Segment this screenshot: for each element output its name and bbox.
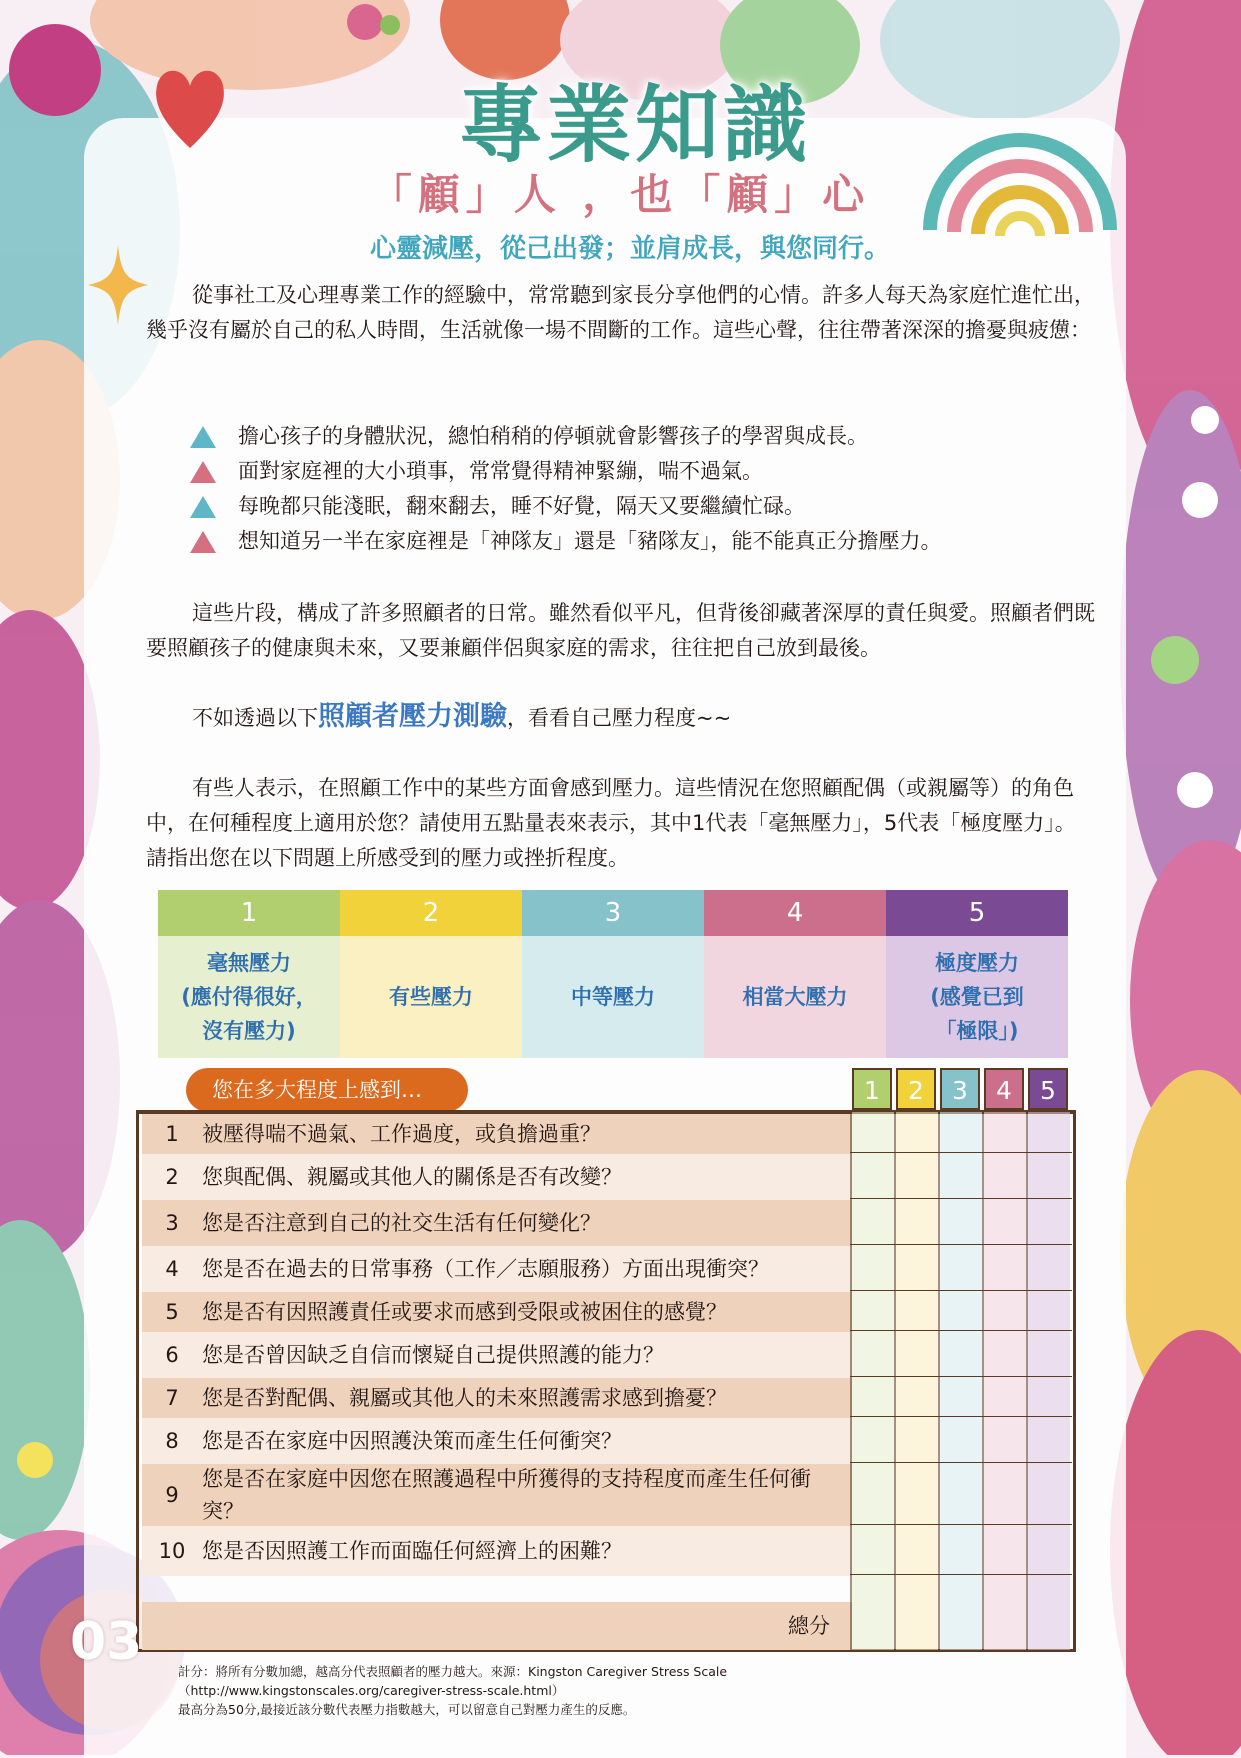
grid-line — [850, 1330, 1072, 1331]
question-number: 10 — [158, 1539, 186, 1563]
answer-column-2[interactable] — [894, 1112, 938, 1650]
question-row — [142, 1418, 852, 1464]
triangle-bullet-icon — [190, 461, 216, 483]
heart-icon — [150, 60, 230, 155]
scale-level-2: 2 — [340, 890, 522, 936]
question-text: 您是否在過去的日常事務（工作／志願服務）方面出現衝突？ — [202, 1257, 769, 1281]
question-text: 您是否注意到自己的社交生活有任何變化？ — [202, 1211, 601, 1235]
grid-line — [850, 1152, 1072, 1153]
grid-line — [850, 1376, 1072, 1377]
grid-line — [850, 1198, 1072, 1199]
triangle-bullet-icon — [190, 496, 216, 518]
answer-column-3[interactable] — [938, 1112, 982, 1650]
scale-level-1: 1 — [158, 890, 340, 936]
rating-scale-table — [158, 890, 1068, 1058]
grid-header-1: 1 — [852, 1068, 892, 1110]
footnote: 計分：將所有分數加總，越高分代表照顧者的壓力越大。來源：Kingston Caregiver Stress Scale （http://www.kingstonscales.org/caregiver-stress-scale.html） 最高分為50分,最接近該分數代表壓力指數越大，可以留意自己對壓力產生的反應。 — [178, 1664, 728, 1717]
question-number: 2 — [165, 1165, 179, 1189]
grid-line — [850, 1462, 1072, 1463]
scale-description-5: 極度壓力 (感覺已到 「極限」) — [886, 936, 1068, 1058]
answer-grid — [850, 1068, 1072, 1652]
question-number: 1 — [165, 1122, 179, 1146]
total-label: 總分 — [142, 1602, 852, 1650]
question-row — [142, 1114, 852, 1154]
scale-description-4: 相當大壓力 — [704, 936, 886, 1058]
question-number: 7 — [165, 1386, 179, 1410]
grid-line — [850, 1574, 1072, 1575]
question-header: 您在多大程度上感到… — [186, 1068, 468, 1112]
question-text: 您是否在家庭中因照護決策而產生任何衝突？ — [202, 1429, 622, 1453]
instructions-paragraph: 有些人表示，在照顧工作中的某些方面會感到壓力。這些情況在您照顧配偶（或親屬等）的角色中，在何種程度上適用於您？請使用五點量表來表示，其中1代表「毫無壓力」，5代表「極度壓力」。請指出您在以下問題上所感受到的壓力或挫折程度。 — [146, 776, 1076, 870]
answer-column-5[interactable] — [1026, 1112, 1070, 1650]
page-number: 03 — [70, 1612, 143, 1672]
answer-column-4[interactable] — [982, 1112, 1026, 1650]
question-row — [142, 1246, 852, 1292]
scale-description-3: 中等壓力 — [522, 936, 704, 1058]
question-row — [142, 1154, 852, 1200]
grid-header-2: 2 — [896, 1068, 936, 1110]
question-number: 3 — [165, 1211, 179, 1235]
sparkle-icon — [88, 245, 148, 325]
caregiver-paragraph: 這些片段，構成了許多照顧者的日常。雖然看似平凡，但背後卻藏著深厚的責任與愛。照顧者們既要照顧孩子的健康與未來，又要兼顧伴侶與家庭的需求，往往把自己放到最後。 — [146, 601, 1095, 660]
grid-header-4: 4 — [984, 1068, 1024, 1110]
grid-header-5: 5 — [1028, 1068, 1068, 1110]
question-row — [142, 1526, 852, 1576]
grid-line — [850, 1416, 1072, 1417]
question-number: 6 — [165, 1343, 179, 1367]
scale-level-4: 4 — [704, 890, 886, 936]
page-title: 專業知識 — [458, 76, 811, 174]
list-item: 擔心孩子的身體狀況，總怕稍稍的停頓就會影響孩子的學習與成長。 — [190, 419, 1070, 454]
question-text: 您與配偶、親屬或其他人的關係是否有改變？ — [202, 1165, 622, 1189]
question-number: 5 — [165, 1300, 179, 1324]
list-item: 面對家庭裡的大小瑣事，常常覺得精神緊繃，喘不過氣。 — [190, 454, 1070, 489]
question-text: 被壓得喘不過氣、工作過度，或負擔過重？ — [202, 1122, 601, 1146]
question-text: 您是否曾因缺乏自信而懷疑自己提供照護的能力？ — [202, 1343, 664, 1367]
question-text: 您是否對配偶、親屬或其他人的未來照護需求感到擔憂？ — [202, 1386, 727, 1410]
scale-level-3: 3 — [522, 890, 704, 936]
list-item: 每晚都只能淺眠，翻來翻去，睡不好覺，隔天又要繼續忙碌。 — [190, 489, 1070, 524]
grid-line — [850, 1290, 1072, 1291]
question-number: 4 — [165, 1257, 179, 1281]
question-text: 您是否因照護工作而面臨任何經濟上的困難？ — [202, 1539, 622, 1563]
grid-line — [850, 1244, 1072, 1245]
triangle-bullet-icon — [190, 531, 216, 553]
scale-description-2: 有些壓力 — [340, 936, 522, 1058]
question-row — [142, 1378, 852, 1418]
grid-line — [850, 1524, 1072, 1525]
question-text: 您是否在家庭中因您在照護過程中所獲得的支持程度而產生任何衝突？ — [202, 1467, 811, 1523]
intro-paragraph: 從事社工及心理專業工作的經驗中，常常聽到家長分享他們的心情。許多人每天為家庭忙進忙出，幾乎沒有屬於自己的私人時間，生活就像一場不間斷的工作。這些心聲，往往帶著深深的擔憂與疲憊： — [146, 283, 1095, 342]
stress-test-highlight: 照顧者壓力測驗 — [318, 701, 507, 732]
question-text: 您是否有因照護責任或要求而感到受限或被困住的感覺？ — [202, 1300, 727, 1324]
question-row — [142, 1292, 852, 1332]
question-number: 8 — [165, 1429, 179, 1453]
invite-line: 不如透過以下照顧者壓力測驗，看看自己壓力程度~~ — [192, 701, 732, 732]
grid-header-3: 3 — [940, 1068, 980, 1110]
list-item: 想知道另一半在家庭裡是「神隊友」還是「豬隊友」，能不能真正分擔壓力。 — [190, 524, 1070, 559]
subtitle: 「顧」人 ，也「顧」心 — [369, 170, 871, 219]
question-row — [142, 1332, 852, 1378]
triangle-bullet-icon — [190, 426, 216, 448]
question-number: 9 — [165, 1483, 179, 1507]
scale-level-5: 5 — [886, 890, 1068, 936]
question-row — [142, 1464, 852, 1526]
tagline: 心靈減壓，從己出發；並肩成長，與您同行。 — [369, 234, 890, 264]
question-row — [142, 1200, 852, 1246]
answer-column-1[interactable] — [850, 1112, 894, 1650]
worry-list — [190, 419, 1070, 559]
scale-description-1: 毫無壓力 (應付得很好， 沒有壓力) — [158, 936, 340, 1058]
